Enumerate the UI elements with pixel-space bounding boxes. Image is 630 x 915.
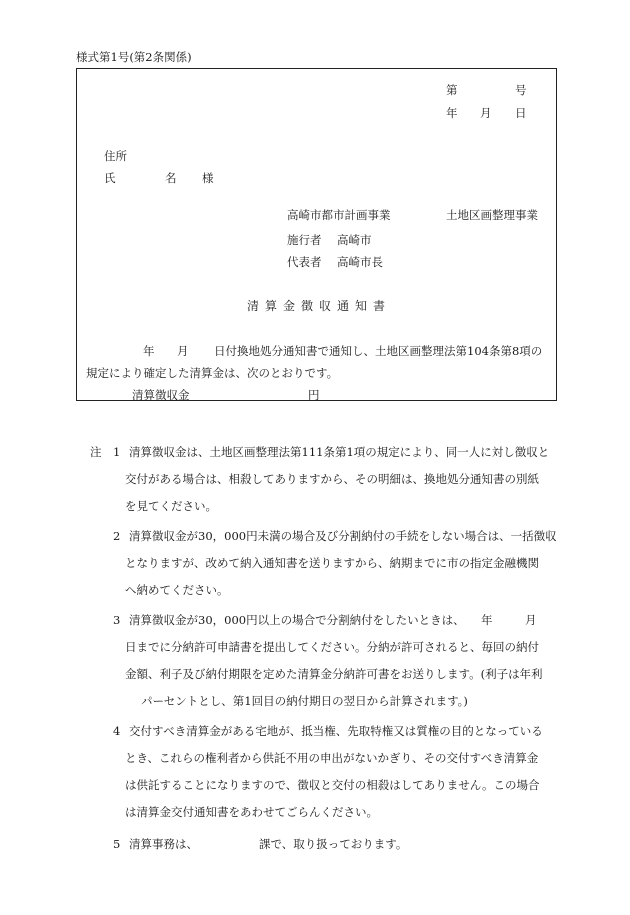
executor-name: 高崎市	[337, 233, 372, 247]
issuer-project-type: 土地区画整理事業	[446, 208, 538, 222]
notes-label: 注	[90, 445, 102, 459]
name-label-left: 氏	[104, 171, 116, 185]
amount-label: 清算徴収金	[132, 388, 190, 402]
issuer-project: 高崎市都市計画事業	[287, 208, 391, 222]
address-label: 住所	[104, 149, 127, 163]
note-3-line-3: 金額、利子及び納付期限を定めた清算金分納許可書をお送りします。(利子は年利	[125, 667, 543, 681]
body-line2: 規定により確定した清算金は、次のとおりです。	[86, 366, 339, 380]
note-3-month: 月	[525, 613, 537, 627]
amount-unit: 円	[308, 388, 320, 402]
note-4-line-4: は清算金交付通知書をあわせてごらんください。	[125, 805, 378, 819]
note-number: 2	[113, 529, 121, 543]
note-1-line-2: 交付がある場合は、相殺してありますから、その明細は、換地処分通知書の別紙	[125, 472, 539, 486]
date-year: 年	[446, 106, 458, 120]
note-number: 3	[113, 613, 121, 627]
executor-label: 施行者	[287, 233, 322, 247]
note-5-line-2: 課で、取り扱っております。	[259, 837, 408, 851]
body-year: 年	[143, 344, 155, 358]
date-day: 日	[515, 106, 527, 120]
body-month: 月	[177, 344, 189, 358]
note-2-line-3: へ納めてください。	[125, 583, 229, 597]
number-prefix: 第	[446, 83, 458, 97]
note-2-line-1: 清算徴収金が30，000円未満の場合及び分割納付の手続をしない場合は、一括徴収	[129, 529, 557, 543]
note-3-line-2: 日までに分納許可申請書を提出してください。分納が許可されると、毎回の納付	[125, 640, 539, 654]
name-label-right: 名	[165, 171, 177, 185]
representative-name: 高崎市長	[337, 255, 383, 269]
date-month: 月	[480, 106, 492, 120]
number-suffix: 号	[515, 83, 527, 97]
note-3-line-1: 清算徴収金が30，000円以上の場合で分割納付をしたいときは、	[129, 613, 465, 627]
representative-label: 代表者	[287, 255, 322, 269]
document-title: 清算金徴収通知書	[247, 299, 392, 313]
body-line1: 日付換地処分通知書で通知し、土地区画整理法第104条第8項の	[214, 344, 543, 358]
note-number: 5	[113, 837, 121, 851]
note-number: 1	[113, 445, 121, 459]
note-2-line-2: となりますが、改めて納入通知書を送りますから、納期までに市の指定金融機関	[125, 556, 539, 570]
note-1-line-3: を見てください。	[125, 499, 217, 513]
note-3-year: 年	[481, 613, 493, 627]
note-3-line-4: パーセントとし、第1回目の納付期日の翌日から計算されます。)	[141, 694, 468, 708]
note-4-line-1: 交付すべき清算金がある宅地が、抵当権、先取特権又は質権の目的となっている	[129, 724, 543, 738]
note-number: 4	[113, 724, 121, 738]
form-label: 様式第1号(第2条関係)	[76, 50, 192, 64]
note-4-line-3: は供託することになりますので、徴収と交付の相殺はしてありません。この場合	[125, 778, 540, 792]
honorific: 様	[202, 171, 214, 185]
note-4-line-2: とき、これらの権利者から供託不用の申出がないかぎり、その交付すべき清算金	[125, 751, 539, 765]
note-1-line-1: 清算徴収金は、土地区画整理法第111条第1項の規定により、同一人に対し徴収と	[129, 445, 550, 459]
note-5-line-1: 清算事務は、	[129, 837, 198, 851]
